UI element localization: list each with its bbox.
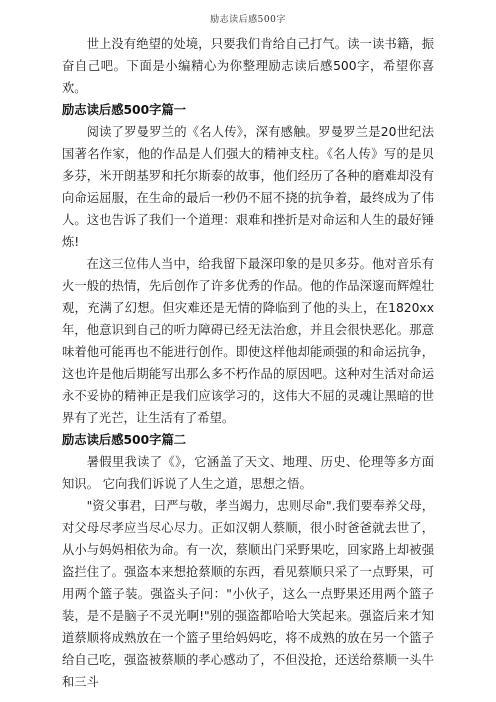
intro-paragraph: 世上没有绝望的处境，只要我们肯给自己打气。读一读书籍，振奋自己吧。下面是小编精心为你整理励志读后感500字，希望你喜欢。 bbox=[62, 37, 434, 95]
section-heading-1: 励志读后感500字篇一 bbox=[62, 103, 187, 117]
section-2-paragraph-1: 暑假里我读了《》，它涵盖了天文、地理、历史、伦理等多方面知识。 它向我们诉说了人生之道，思想之悟。 bbox=[62, 455, 434, 491]
section-2-paragraph-2: "资父事君，曰严与敬，孝当竭力，忠则尽命".我们要奉养父母，对父母尽孝应当尽心尽力。正如汉朝人蔡顺，很小时爸爸就去世了，从小与妈妈相依为命。有一次，蔡顺出门采野果吃，回家路上却被强盗拦住了。强盗本来想抢蔡顺的东西，看见蔡顺只采了一点野果，可用两个篮子装。强盗头子问："小伙子，这么一点野果还用两个篮子装，是不是脑子不灵光啊!"别的强盗都哈哈大笑起来。强盗后来才知道蔡顺将成熟放在一个篮子里给妈妈吃，将不成熟的放在另一个篮子给自己吃，强盗被蔡顺的孝心感动了，不但没抢，还送给蔡顺一头牛和三斗 bbox=[62, 499, 434, 689]
document-title: 励志读后感500字 bbox=[210, 15, 286, 25]
section-1-paragraph-1: 阅读了罗曼罗兰的《名人传》，深有感触。罗曼罗兰是20世纪法国著名作家，他的作品是人们强大的精神支柱。《名人传》写的是贝多芬，米开朗基罗和托尔斯泰的故事，他们经历了各种的磨难却没有向命运屈服，在生命的最后一秒仍不屈不挠的抗争着，最终成为了伟人。这也告诉了我们一个道理：艰难和挫折是对命运和人生的最好锤炼! bbox=[62, 125, 434, 249]
document-body bbox=[62, 33, 434, 693]
section-heading-2: 励志读后感500字篇二 bbox=[62, 433, 187, 447]
section-1-paragraph-2: 在这三位伟人当中，给我留下最深印象的是贝多芬。他对音乐有火一般的热情，先后创作了许多优秀的作品。他的作品深邃而辉煌壮观，充满了幻想。但灾难还是无情的降临到了他的头上，在1820xx年，他意识到自己的听力障碍已经无法治愈，并且会很快恶化。那意味着他可能再也不能进行创作。即使这样他却能顽强的和命运抗争，这也许是他后期能写出那么多不朽作品的原因吧。这种对生活对命运永不妥协的精神正是我们应该学习的，这伟大不屈的灵魂让黑暗的世界有了光芒，让生活有了希望。 bbox=[62, 257, 434, 425]
